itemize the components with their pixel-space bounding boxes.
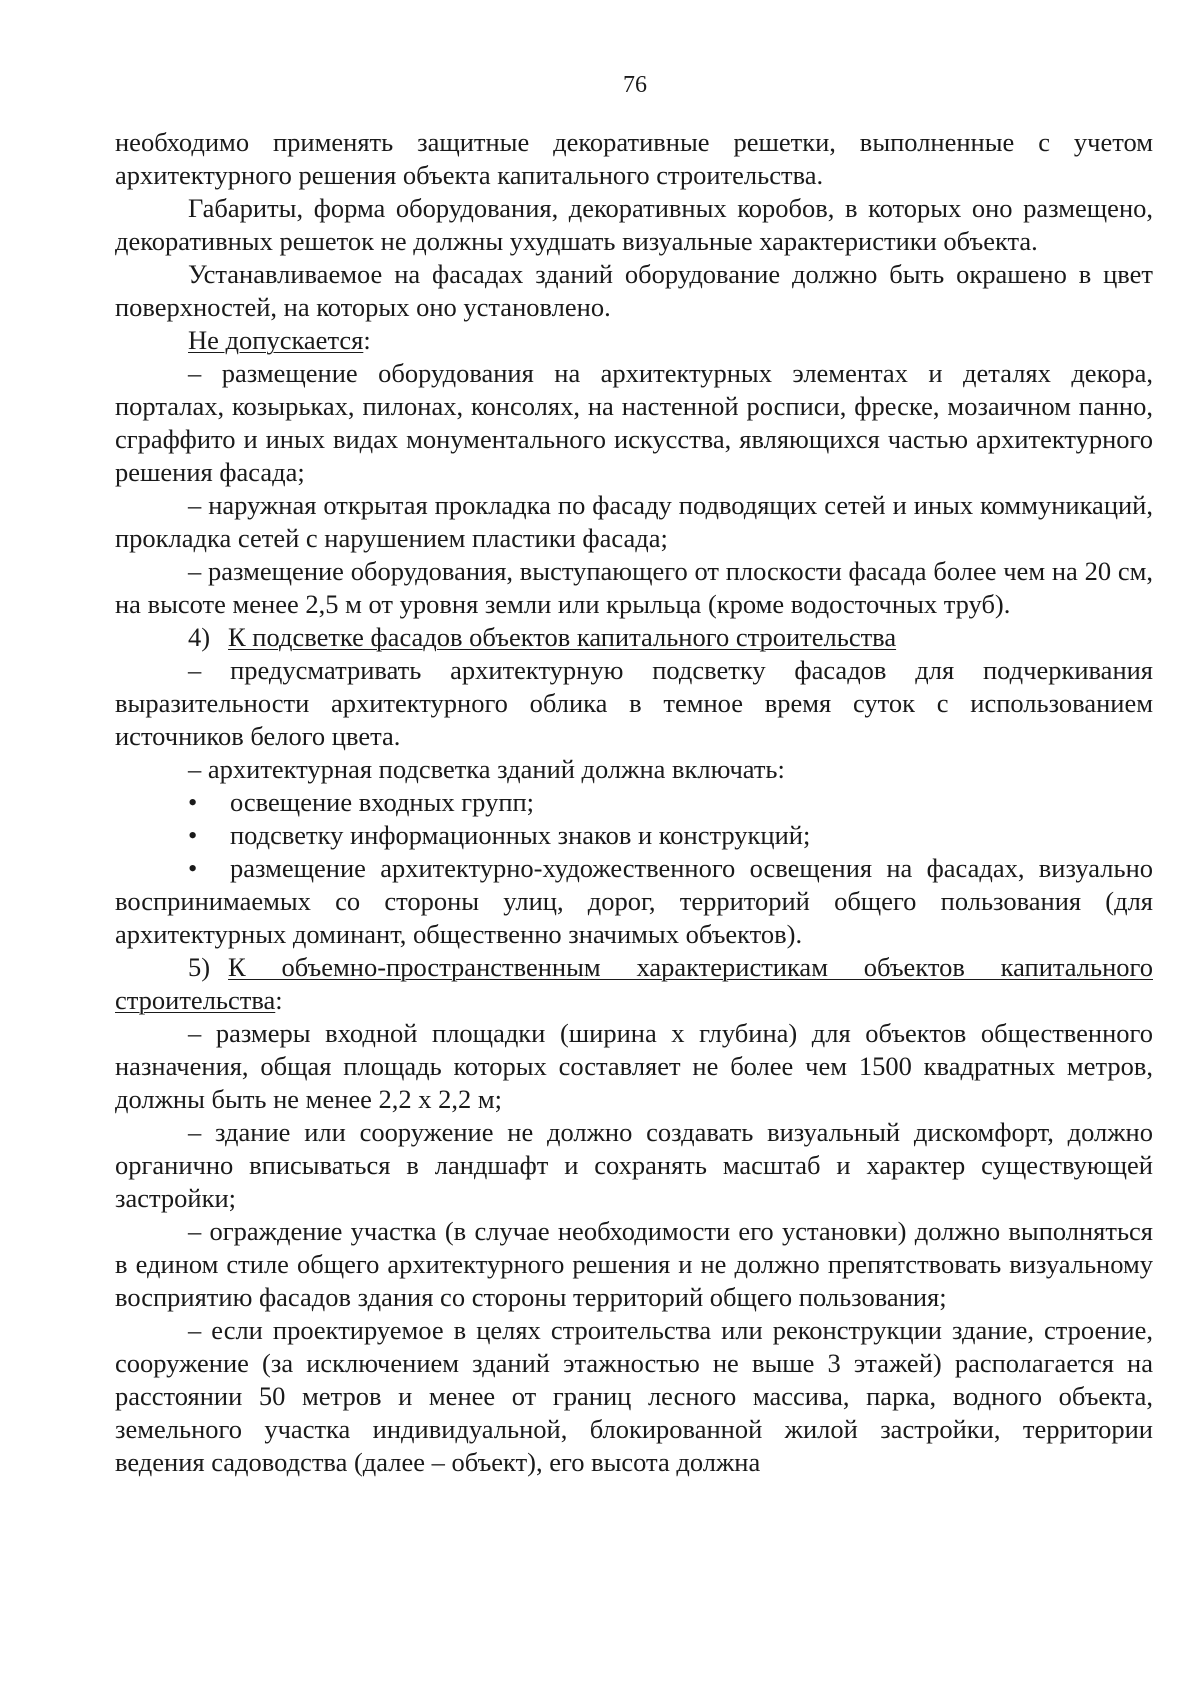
not-allowed-label: Не допускается [188, 325, 364, 355]
bullet-text: размещение архитектурно-художественного освещения на фасадах, визуально воспринимаемых со стороны улиц, дорог, территорий общего пользования (для архитектурных доминант, общественно значимых объектов). [115, 853, 1153, 949]
section-heading-4 [115, 621, 1153, 654]
colon: : [275, 985, 283, 1015]
section-title: К подсветке фасадов объектов капитального строительства [228, 622, 897, 652]
list-item: – размещение оборудования на архитектурных элементах и деталях декора, порталах, козырьках, пилонах, консолях, на настенной росписи, фреске, мозаичном панно, сграффито и иных видах монументального искусства, являющихся частью архитектурного решения фасада; [115, 358, 1153, 487]
section-number: 4) [188, 622, 211, 652]
list-item: – размещение оборудования, выступающего от плоскости фасада более чем на 20 см, на высоте менее 2,5 м от уровня земли или крыльца (кроме водосточных труб). [115, 556, 1153, 619]
bullet-text: подсветку информационных знаков и конструкций; [230, 820, 811, 850]
bullet-icon: • [188, 853, 198, 883]
page-number: 76 [623, 72, 647, 98]
document-body [115, 126, 1153, 1479]
bullet-text: освещение входных групп; [230, 787, 535, 817]
list-item: – предусматривать архитектурную подсветку фасадов для подчеркивания выразительности архитектурного облика в темное время суток с использованием источников белого цвета. [115, 655, 1153, 751]
colon: : [363, 325, 371, 355]
bullet-icon: • [188, 787, 198, 817]
bullet-item [115, 819, 1153, 852]
list-item: – архитектурная подсветка зданий должна включать: [188, 754, 785, 784]
paragraph: Габариты, форма оборудования, декоративных коробов, в которых оно размещено, декоративных решеток не должны ухудшать визуальные характеристики объекта. [115, 193, 1153, 256]
section-heading-5 [115, 951, 1153, 1017]
bullet-icon: • [188, 820, 198, 850]
list-item: – если проектируемое в целях строительства или реконструкции здание, строение, сооружение (за исключением зданий этажностью не выше 3 этажей) располагается на расстоянии 50 метров и менее от границ лесного массива, парка, водного объекта, земельного участка индивидуальной, блокированной жилой застройки, территории ведения садоводства (далее – объект), его высота должна [115, 1315, 1153, 1477]
list-item: – наружная открытая прокладка по фасаду подводящих сетей и иных коммуникаций, прокладка сетей с нарушением пластики фасада; [115, 490, 1153, 553]
list-item: – размеры входной площадки (ширина х глубина) для объектов общественного назначения, общая площадь которых составляет не более чем 1500 квадратных метров, должны быть не менее 2,2 х 2,2 м; [115, 1018, 1153, 1114]
bullet-item [115, 786, 1153, 819]
list-item: – ограждение участка (в случае необходимости его установки) должно выполняться в едином стиле общего архитектурного решения и не должно препятствовать визуальному восприятию фасадов здания со стороны территорий общего пользования; [115, 1216, 1153, 1312]
bullet-item [115, 852, 1153, 951]
paragraph: необходимо применять защитные декоративные решетки, выполненные с учетом архитектурного решения объекта капитального строительства. [115, 127, 1153, 190]
list-item: – здание или сооружение не должно создавать визуальный дискомфорт, должно органично вписываться в ландшафт и сохранять масштаб и характер существующей застройки; [115, 1117, 1153, 1213]
section-number: 5) [188, 952, 211, 982]
paragraph: Устанавливаемое на фасадах зданий оборудование должно быть окрашено в цвет поверхностей, на которых оно установлено. [115, 259, 1153, 322]
paragraph-not-allowed [115, 324, 1153, 357]
section-title: К объемно-пространственным характеристикам объектов капитального строительства [115, 952, 1153, 1015]
